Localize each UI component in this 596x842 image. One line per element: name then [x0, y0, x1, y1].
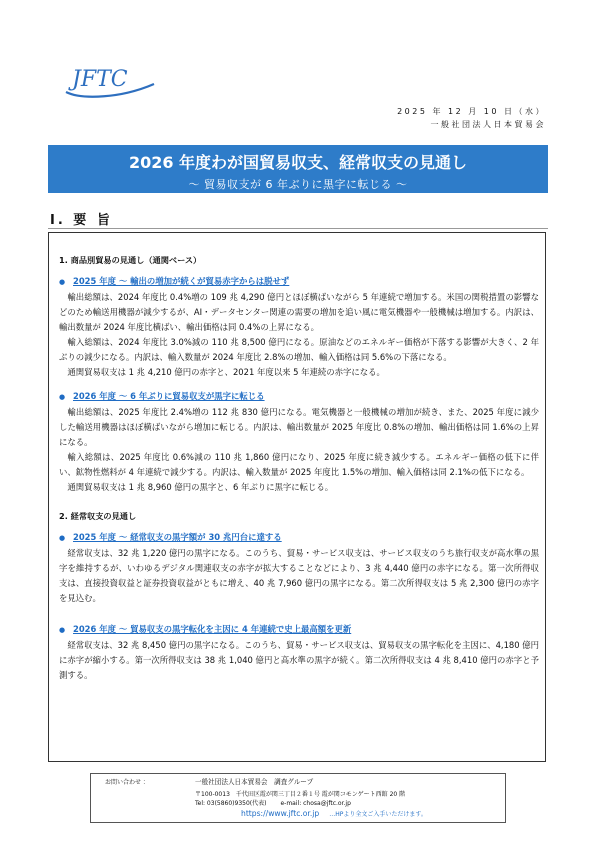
current-2025-text: 経常収支は、32 兆 1,220 億円の黒字になる。このうち、貿易・サービス収支は、サービス収支のうち旅行収支が高水準の黒字を維持するが、いわゆるデジタル関連収支の赤字が拡大することなどにより、3 兆 4,440 億円の赤字になる。第一次所得収支は、直接投資収益と証券投資収益がともに増え、40 兆 7,960 億円の黒字になる。第二次所得収支は 5 兆 2,300 億円の赤字を見込む。 — [59, 548, 539, 603]
trade-2026-exports: 輸出総額は、2025 年度比 2.4%増の 112 兆 830 億円になる。電気機器と一般機械の増加が続き、また、2025 年度に減少した輸送用機器はほぼ横ばいながら増加に転じる。内訳は、輸出数量が 2025 年度比 0.8%の増加、輸出価格は同 1.6%の上昇になる。 — [59, 407, 539, 447]
contact-email[interactable]: e-mail: chosa@jftc.or.jp — [280, 800, 351, 807]
trade-2025-exports: 輸出総額は、2024 年度比 0.4%増の 109 兆 4,290 億円とほぼ横ばいながら 5 年連続で増加する。米国の関税措置の影響などのため輸送用機器が減少するが、AI・データセンター関連の需要の増加を追い風に電気機器や一般機械は増加する。内訳は、輸出数量が 2024 年度比横ばい、輸出価格は同 0.4%の上昇になる。 — [59, 292, 539, 332]
contact-tel: Tel: 03(5860)9350(代表) — [195, 800, 267, 807]
section-divider — [48, 228, 548, 229]
current-2026-text: 経常収支は、32 兆 8,450 億円の黒字になる。このうち、貿易・サービス収支は、貿易収支の黒字転化を主因に、4,180 億円に赤字が縮小する。第一次所得収支は 38 兆 1,040 億円と高水準の黒字が続く。第二次所得収支は 4 兆 8,410 億円の赤字と予測する。 — [59, 640, 539, 680]
title-banner — [48, 145, 548, 193]
bullet-icon: ● — [59, 626, 66, 634]
website-note: …HPより全文ご入手いただけます。 — [329, 811, 427, 818]
contact-website — [241, 809, 427, 820]
contact-phone-email — [195, 799, 365, 809]
bullet-icon: ● — [59, 278, 66, 286]
issuer-organization: 一般社団法人日本貿易会 — [430, 120, 546, 129]
trade-2026-imports: 輸入総額は、2025 年度比 0.6%減の 110 兆 1,860 億円になり、2025 年度に続き減少する。エネルギー価格の低下に伴い、鉱物性燃料が 4 年連続で減少する。内訳は、輸入数量が 2025 年度比 1.5%の増加、輸入価格は同 2.1%の低下になる。 — [59, 452, 539, 477]
trade-2026-balance: 通関貿易収支は 1 兆 8,960 億円の黒字と、6 年ぶりに黒字に転じる。 — [67, 482, 334, 492]
document-title: 2026 年度わが国貿易収支、経常収支の見通し — [128, 153, 468, 172]
bullet-icon: ● — [59, 393, 66, 401]
website-link[interactable]: https://www.jftc.or.jp — [241, 809, 320, 818]
contact-organization: 一般社団法人日本貿易会 調査グループ — [195, 778, 314, 786]
bullet-icon: ● — [59, 534, 66, 542]
jftc-logo-icon — [62, 64, 158, 100]
contact-box — [90, 773, 506, 823]
trade-2026-headline: ● 2026 年度 ～ 6 年ぶりに貿易収支が黒字に転じる — [59, 389, 539, 405]
current-account-heading: 2. 経常収支の見通し — [59, 511, 137, 521]
section-title: Ⅰ. 要 旨 — [50, 213, 113, 228]
issue-date: 2025 年 12 月 10 日（水） — [397, 107, 546, 116]
trade-2025-headline: ● 2025 年度 ～ 輸出の増加が続くが貿易赤字からは脱せず — [59, 274, 539, 290]
contact-label: お問い合わせ ： — [105, 779, 149, 786]
trade-2025-balance: 通関貿易収支は 1 兆 4,210 億円の赤字と、2021 年度以来 5 年連続の赤字になる。 — [67, 367, 385, 377]
summary-box — [48, 232, 546, 762]
current-2025-headline: ● 2025 年度 ～ 経常収支の黒字額が 30 兆円台に達する — [59, 530, 539, 546]
svg-text:JFTC: JFTC — [72, 67, 128, 92]
trade-2025-imports: 輸入総額は、2024 年度比 3.0%減の 110 兆 8,500 億円になる。原油などのエネルギー価格が下落する影響が大きく、2 年ぶりの減少になる。内訳は、輸入数量が 2024 年度比 2.8%の増加、輸入価格は同 5.6%の下落になる。 — [59, 337, 539, 362]
trade-heading: 1. 商品別貿易の見通し（通関ベース） — [59, 255, 202, 265]
contact-address: 〒100-0013 千代田区霞が関三丁目２番１号 霞が関コモンゲート西館 20 階 — [195, 791, 406, 798]
current-2026-headline: ● 2026 年度 ～ 貿易収支の黒字転化を主因に 4 年連続で史上最高額を更新 — [59, 622, 539, 638]
document-subtitle: ～ 貿易収支が 6 年ぶりに黒字に転じる ～ — [188, 178, 408, 191]
